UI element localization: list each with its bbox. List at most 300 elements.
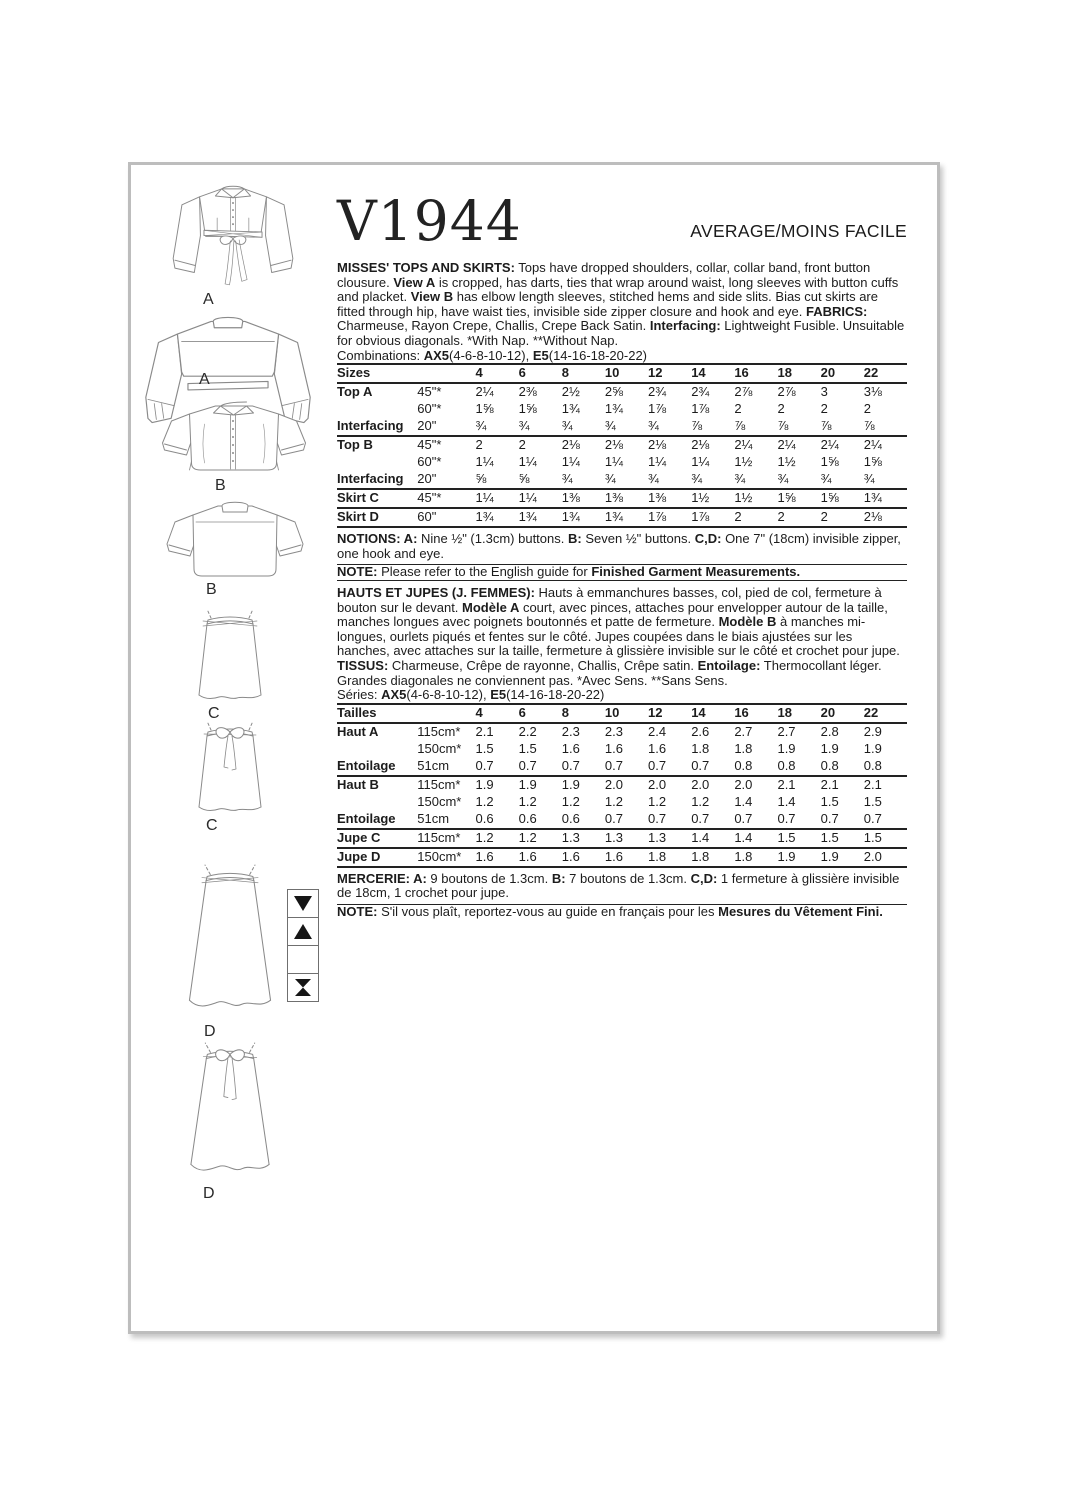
yardage-value: 1⅝ xyxy=(821,489,864,508)
size-column-header: 6 xyxy=(519,364,562,383)
yardage-row xyxy=(337,758,907,776)
yardage-value: 1.8 xyxy=(734,740,753,756)
yardage-value: ¾ xyxy=(561,471,573,487)
yardage-value: 0.7 xyxy=(777,810,796,826)
text-segment: MERCERIE: A: xyxy=(337,870,427,886)
yardage-value: 1.6 xyxy=(604,740,623,756)
yardage-value: 2¾ xyxy=(691,384,710,400)
yardage-value: 2.3 xyxy=(561,723,580,739)
yardage-value: 1.4 xyxy=(734,829,777,848)
top-b-back-drawing xyxy=(159,499,311,581)
yardage-row xyxy=(337,436,907,454)
fabric-width: 150cm* xyxy=(417,740,462,756)
fabric-width: 45"* xyxy=(417,384,442,400)
yardage-value: ¾ xyxy=(734,471,746,487)
figure-label-a-back: A xyxy=(199,371,211,388)
spacer-cell xyxy=(417,364,475,383)
yardage-value: 1⅞ xyxy=(691,401,710,417)
text-segment: C,D: xyxy=(694,531,722,547)
text-segment: Modèle B xyxy=(718,614,777,630)
figure-label-d-front: D xyxy=(204,1023,217,1040)
yardage-value: 0.7 xyxy=(561,757,580,773)
text-segment: Combinations: xyxy=(337,347,424,363)
yardage-value: 1⅜ xyxy=(605,489,648,508)
yardage-value: 1¼ xyxy=(475,454,494,470)
yardage-value: 2.7 xyxy=(777,723,796,739)
yardage-value: 1⅜ xyxy=(562,489,605,508)
size-column-header: 20 xyxy=(821,364,864,383)
garment-label xyxy=(337,741,417,758)
yardage-value: 0.6 xyxy=(561,810,580,826)
size-column-header: 12 xyxy=(648,704,691,723)
yardage-value: ¾ xyxy=(518,418,530,434)
garment-label xyxy=(337,794,417,811)
yardage-value: 2⅞ xyxy=(734,384,753,400)
illustration-skirt-d-front xyxy=(175,863,285,1021)
text-segment: S'il vous plaît, reportez-vous au guide en français pour les xyxy=(377,903,719,919)
size-column-header: 18 xyxy=(777,364,820,383)
yardage-value: 0.7 xyxy=(691,757,710,773)
english-description xyxy=(337,261,907,349)
yardage-value: 1.9 xyxy=(562,776,605,794)
figure-label-b-back: B xyxy=(206,581,218,598)
yardage-value: 2 xyxy=(821,508,864,527)
yardage-value: 0.8 xyxy=(777,757,796,773)
text-segment: Charmeuse, Crêpe de rayonne, Challis, Crêpe satin. xyxy=(388,657,698,673)
yardage-value: 1¼ xyxy=(519,489,562,508)
yardage-value: ¾ xyxy=(475,418,487,434)
yardage-value: 1½ xyxy=(734,454,753,470)
yardage-value: 1.8 xyxy=(691,848,734,867)
yardage-value: 2 xyxy=(519,436,562,454)
text-segment: MISSES' TOPS AND SKIRTS: xyxy=(337,260,515,275)
yardage-value: 1.5 xyxy=(820,793,839,809)
cutting-layout-symbol-legend xyxy=(287,889,319,1002)
yardage-row xyxy=(337,811,907,829)
yardage-value: 1.8 xyxy=(734,848,777,867)
yardage-value: 2.0 xyxy=(864,848,907,867)
yardage-row xyxy=(337,848,907,867)
yardage-row xyxy=(337,418,907,436)
yardage-value: 1.5 xyxy=(777,829,820,848)
yardage-value: ⅝ xyxy=(518,471,530,487)
fabric-width: 45"* xyxy=(417,436,475,454)
size-header-row xyxy=(337,364,907,383)
text-segment: Hauts à emmanchures basses, col, pied de col, fermeture à bouton sur le devant. xyxy=(337,584,882,615)
yardage-value: 1.9 xyxy=(777,740,796,756)
text-segment: Mesures du Vêtement Fini. xyxy=(718,903,883,919)
garment-label: Entoilage xyxy=(337,810,396,826)
text-segment: Tops have dropped shoulders, collar, collar band, front button clousure. xyxy=(337,260,871,290)
yardage-value: 1⅞ xyxy=(691,508,734,527)
yardage-value: 1⅝ xyxy=(863,454,882,470)
yardage-value: 2 xyxy=(820,401,828,417)
yardage-value: 2.0 xyxy=(648,776,691,794)
french-note xyxy=(337,905,907,920)
yardage-value: 1.3 xyxy=(648,829,691,848)
text-segment: (4-6-8-10-12), xyxy=(406,687,491,703)
yardage-value: 1¼ xyxy=(561,454,580,470)
yardage-value: ⅝ xyxy=(475,471,487,487)
yardage-value: 2¼ xyxy=(734,436,777,454)
garment-label: Haut A xyxy=(337,723,379,739)
yardage-value: 1.6 xyxy=(605,848,648,867)
size-column-header: 8 xyxy=(562,704,605,723)
garment-label: Top B xyxy=(337,436,417,454)
text-segment: AX5 xyxy=(423,347,450,363)
content-column xyxy=(337,189,907,919)
figure-label-b-front: B xyxy=(215,477,227,494)
garment-label: Entoilage xyxy=(337,757,396,773)
yardage-value: 0.8 xyxy=(734,757,753,773)
size-header-row xyxy=(337,704,907,723)
yardage-value: 2⅛ xyxy=(562,436,605,454)
yardage-value: 1⅝ xyxy=(518,401,537,417)
top-b-front-drawing xyxy=(153,399,315,477)
english-combinations xyxy=(337,349,907,364)
yardage-value: ¾ xyxy=(777,471,789,487)
yardage-value: 2.6 xyxy=(691,723,710,739)
yardage-value: 1¾ xyxy=(562,508,605,527)
yardage-value: 1.6 xyxy=(561,740,580,756)
yardage-value: 1.5 xyxy=(864,829,907,848)
yardage-value: 2¾ xyxy=(648,384,667,400)
yardage-value: 1.6 xyxy=(648,740,667,756)
yardage-value: 2.0 xyxy=(605,776,648,794)
yardage-value: ¾ xyxy=(820,471,832,487)
yardage-value: 1.9 xyxy=(777,848,820,867)
with-nap-triangle-down-icon xyxy=(288,890,318,917)
yardage-value: 0.7 xyxy=(820,810,839,826)
garment-label xyxy=(337,401,417,418)
yardage-value: ¾ xyxy=(604,471,616,487)
yardage-value: 2 xyxy=(475,436,518,454)
blank-symbol-cell xyxy=(288,945,318,973)
yardage-value: 2½ xyxy=(561,384,580,400)
figure-label-d-back: D xyxy=(203,1185,216,1202)
yardage-value: 2⅛ xyxy=(691,436,734,454)
text-segment: (4-6-8-10-12), xyxy=(449,347,533,363)
yardage-value: 2⅝ xyxy=(604,384,623,400)
size-header-label: Sizes xyxy=(337,364,417,383)
yardage-value: 1¾ xyxy=(519,508,562,527)
yardage-value: 2⅛ xyxy=(648,436,691,454)
yardage-value: 1.5 xyxy=(518,740,537,756)
yardage-value: 2¼ xyxy=(777,436,820,454)
yardage-value: ¾ xyxy=(604,418,616,434)
yardage-value: 2.1 xyxy=(777,776,820,794)
text-segment: E5 xyxy=(490,687,507,703)
pattern-number: V1944 xyxy=(337,189,522,253)
yardage-row xyxy=(337,794,907,811)
yardage-row xyxy=(337,829,907,848)
yardage-value: 2.0 xyxy=(734,776,777,794)
yardage-value: 1½ xyxy=(691,489,734,508)
yardage-row xyxy=(337,383,907,401)
garment-label xyxy=(337,454,417,471)
yardage-value: 1.6 xyxy=(519,848,562,867)
skirt-c-back-drawing xyxy=(177,719,283,817)
yardage-value: 1.6 xyxy=(475,848,518,867)
yardage-value: 1⅜ xyxy=(648,489,691,508)
text-segment: HAUTS ET JUPES (J. FEMMES): xyxy=(337,584,535,600)
garment-label: Haut B xyxy=(337,776,417,794)
yardage-value: 2 xyxy=(734,401,742,417)
size-column-header: 12 xyxy=(648,364,691,383)
yardage-row xyxy=(337,741,907,758)
yardage-value: 2 xyxy=(777,401,785,417)
title-row xyxy=(337,189,907,253)
text-segment: Seven ½" buttons. xyxy=(581,531,695,547)
size-column-header: 16 xyxy=(734,364,777,383)
yardage-value: 1¾ xyxy=(475,508,518,527)
figure-label-c-back: C xyxy=(206,817,219,834)
text-segment: NOTIONS: A: xyxy=(337,531,418,547)
yardage-value: 1.9 xyxy=(821,848,864,867)
yardage-value: 1.2 xyxy=(561,793,580,809)
text-segment: NOTE: xyxy=(337,564,378,580)
yardage-value: 1.2 xyxy=(604,793,623,809)
yardage-value: 0.7 xyxy=(648,810,667,826)
yardage-row xyxy=(337,454,907,471)
text-segment: 9 boutons de 1.3cm. xyxy=(426,870,552,886)
text-segment: One 7" (18cm) invisible zipper, one hook and eye. xyxy=(337,531,901,561)
fabric-width: 45"* xyxy=(417,489,475,508)
text-segment: Séries: xyxy=(337,687,382,703)
yardage-value: 2.1 xyxy=(821,776,864,794)
yardage-value: 1.4 xyxy=(777,793,796,809)
english-note xyxy=(337,565,907,580)
yardage-value: 0.7 xyxy=(734,810,753,826)
yardage-value: 0.7 xyxy=(475,757,494,773)
text-segment: à manches mi-longues, ourlets piqués et fentes sur le côté. Jupes coupées dans le biais ajustées sur les hanches, avec attaches sur la taille, fermeture à glissière invisible sur le côté et crochet pour jupe. xyxy=(337,614,900,659)
yardage-value: 1½ xyxy=(777,454,796,470)
yardage-value: 2⅛ xyxy=(864,508,907,527)
yardage-value: 1.2 xyxy=(691,793,710,809)
yardage-value: 2⅞ xyxy=(777,384,796,400)
yardage-value: 1.2 xyxy=(519,829,562,848)
fabric-width: 150cm* xyxy=(417,848,475,867)
garment-label: Skirt D xyxy=(337,508,417,527)
fabric-width: 115cm* xyxy=(417,723,461,739)
yardage-row xyxy=(337,471,907,489)
size-column-header: 6 xyxy=(519,704,562,723)
fabric-width: 115cm* xyxy=(417,776,475,794)
text-segment: Please refer to the English guide for xyxy=(377,564,592,580)
yardage-value: 3 xyxy=(820,384,828,400)
size-column-header: 14 xyxy=(691,364,734,383)
yardage-value: 2¼ xyxy=(475,384,494,400)
size-column-header: 10 xyxy=(605,704,648,723)
yardage-value: 1.5 xyxy=(475,740,494,756)
yardage-value: ⅞ xyxy=(820,418,832,434)
yardage-value: 1.9 xyxy=(863,740,882,756)
yardage-value: 1.2 xyxy=(475,829,518,848)
fabric-width: 51cm xyxy=(417,757,450,773)
figure-label-a-front: A xyxy=(203,291,215,308)
text-segment: (14-16-18-20-22) xyxy=(548,347,648,363)
size-column-header: 22 xyxy=(864,364,907,383)
yardage-value: 1¼ xyxy=(604,454,623,470)
yardage-value: 1.3 xyxy=(605,829,648,848)
size-column-header: 20 xyxy=(821,704,864,723)
size-column-header: 4 xyxy=(475,704,518,723)
text-segment: (14-16-18-20-22) xyxy=(506,687,605,703)
yardage-value: 2.0 xyxy=(691,776,734,794)
yardage-row xyxy=(337,723,907,741)
yardage-value: 0.8 xyxy=(863,757,882,773)
fabric-width: 51cm xyxy=(417,810,450,826)
text-segment: is cropped, has darts, ties that wrap around waist, long sleeves with button cuffs and placket. xyxy=(337,274,899,305)
fabric-width: 60"* xyxy=(417,454,442,470)
garment-label: Jupe D xyxy=(337,848,417,867)
yardage-value: 1¾ xyxy=(604,401,623,417)
text-segment: Finished Garment Measurements. xyxy=(591,564,801,580)
text-segment: View A xyxy=(393,274,436,290)
yardage-value: 1.4 xyxy=(734,793,753,809)
text-segment: Modèle A xyxy=(462,599,520,615)
yardage-value: 1.9 xyxy=(475,776,518,794)
size-column-header: 16 xyxy=(734,704,777,723)
fabric-width: 150cm* xyxy=(417,793,462,809)
yardage-value: ⅞ xyxy=(863,418,875,434)
yardage-value: 0.7 xyxy=(691,810,710,826)
yardage-value: 1.3 xyxy=(562,829,605,848)
text-segment: AX5 xyxy=(381,687,407,703)
text-segment: court, avec pinces, attaches pour envelopper autour de la taille, manches longues avec poignets boutonnés et patte de fermeture. xyxy=(337,599,888,630)
yardage-value: 2.1 xyxy=(864,776,907,794)
text-segment: Interfacing: xyxy=(649,318,721,334)
text-segment: E5 xyxy=(532,347,549,363)
yardage-row xyxy=(337,776,907,794)
yardage-value: 1.6 xyxy=(562,848,605,867)
yardage-value: 2¼ xyxy=(864,436,907,454)
yardage-value: 1½ xyxy=(734,489,777,508)
fabric-width: 115cm* xyxy=(417,829,475,848)
yardage-value: ⅞ xyxy=(691,418,703,434)
fabric-width: 20" xyxy=(417,418,437,434)
french-mercerie xyxy=(337,872,907,905)
yardage-value: 1⅝ xyxy=(820,454,839,470)
yardage-value: 1¼ xyxy=(691,454,710,470)
text-segment: Charmeuse, Rayon Crepe, Challis, Crepe Back Satin. xyxy=(337,318,650,334)
text-segment: Thermocollant léger. Grandes diagonales ne conviennent pas. *Avec Sens. **Sans Sens. xyxy=(337,657,882,688)
yardage-table-metric xyxy=(337,703,907,868)
yardage-value: 1.4 xyxy=(691,829,734,848)
garment-label: Interfacing xyxy=(337,418,404,434)
yardage-value: 0.6 xyxy=(475,810,494,826)
illustration-top-b-front xyxy=(153,399,315,477)
illustration-top-b-back xyxy=(159,499,311,581)
size-column-header: 14 xyxy=(691,704,734,723)
text-segment: has elbow length sleeves, stitched hems and side slits. Bias cut skirts are fitted through hip, have waist ties, invisible side zipper closure and hook and eye. xyxy=(337,289,878,319)
yardage-value: 1.2 xyxy=(518,793,537,809)
top-a-front-drawing xyxy=(155,181,311,291)
yardage-value: ¾ xyxy=(691,471,703,487)
yardage-value: 0.7 xyxy=(863,810,882,826)
yardage-value: 2.8 xyxy=(820,723,839,739)
yardage-table-metric-table xyxy=(337,703,907,868)
english-notions xyxy=(337,532,907,565)
text-segment: 1 fermeture à glissière invisible de 18cm, 1 crochet pour jupe. xyxy=(337,870,900,901)
yardage-value: ⅞ xyxy=(734,418,746,434)
yardage-value: ¾ xyxy=(863,471,875,487)
illustration-skirt-c-back xyxy=(177,719,283,817)
yardage-value: 1¼ xyxy=(518,454,537,470)
yardage-value: 0.6 xyxy=(518,810,537,826)
text-segment: B: xyxy=(567,531,582,547)
yardage-value: 2.2 xyxy=(518,723,537,739)
figure-label-c-front: C xyxy=(208,705,221,722)
size-header-label: Tailles xyxy=(337,704,417,723)
yardage-value: ¾ xyxy=(648,418,659,434)
yardage-value: 2.4 xyxy=(648,723,667,739)
text-segment: Lightweight Fusible. Unsuitable for obvious diagonals. *With Nap. **Without Nap. xyxy=(337,318,905,348)
text-segment: NOTE: xyxy=(337,903,378,919)
yardage-value: 1⅝ xyxy=(777,489,820,508)
yardage-value: 2⅜ xyxy=(518,384,537,400)
text-segment: 7 boutons de 1.3cm. xyxy=(565,870,691,886)
yardage-value: 1⅞ xyxy=(648,508,691,527)
skirt-c-front-drawing xyxy=(177,607,283,705)
yardage-value: 1¾ xyxy=(561,401,580,417)
size-column-header: 4 xyxy=(475,364,518,383)
illustration-skirt-c-front xyxy=(177,607,283,705)
yardage-value: 2 xyxy=(863,401,871,417)
yardage-value: 2 xyxy=(734,508,777,527)
yardage-value: ¾ xyxy=(648,471,659,487)
yardage-value: 1⅞ xyxy=(648,401,667,417)
illustration-top-a-front xyxy=(155,181,311,291)
text-segment: TISSUS: xyxy=(337,657,389,673)
yardage-value: 2¼ xyxy=(821,436,864,454)
yardage-value: 2.3 xyxy=(604,723,623,739)
yardage-value: 0.7 xyxy=(604,757,623,773)
yardage-table-imperial xyxy=(337,363,907,528)
yardage-value: 0.7 xyxy=(648,757,667,773)
yardage-value: ⅞ xyxy=(777,418,789,434)
fabric-width: 60" xyxy=(417,508,475,527)
text-segment: C,D: xyxy=(690,870,718,886)
yardage-value: 1.2 xyxy=(648,793,667,809)
garment-label: Top A xyxy=(337,384,373,400)
yardage-value: 0.7 xyxy=(604,810,623,826)
yardage-value: 1.9 xyxy=(519,776,562,794)
french-section xyxy=(337,580,907,920)
yardage-value: 1¼ xyxy=(475,489,518,508)
yardage-value: 0.7 xyxy=(518,757,537,773)
french-description xyxy=(337,586,907,688)
skirt-d-front-drawing xyxy=(175,863,285,1021)
spacer-cell xyxy=(417,704,475,723)
yardage-value: 1¾ xyxy=(864,489,907,508)
yardage-value: 2.7 xyxy=(734,723,753,739)
yardage-value: 3⅛ xyxy=(863,384,882,400)
fabric-width: 60"* xyxy=(417,401,442,417)
yardage-value: 1.8 xyxy=(648,848,691,867)
size-column-header: 8 xyxy=(562,364,605,383)
size-column-header: 10 xyxy=(605,364,648,383)
garment-label: Interfacing xyxy=(337,471,404,487)
text-segment: FABRICS: xyxy=(806,303,868,319)
size-column-header: 22 xyxy=(864,704,907,723)
text-segment: View B xyxy=(410,289,454,305)
yardage-value: 1.5 xyxy=(863,793,882,809)
garment-label: Skirt C xyxy=(337,489,417,508)
garment-label: Jupe C xyxy=(337,829,417,848)
yardage-value: 1⅝ xyxy=(475,401,494,417)
size-column-header: 18 xyxy=(777,704,820,723)
